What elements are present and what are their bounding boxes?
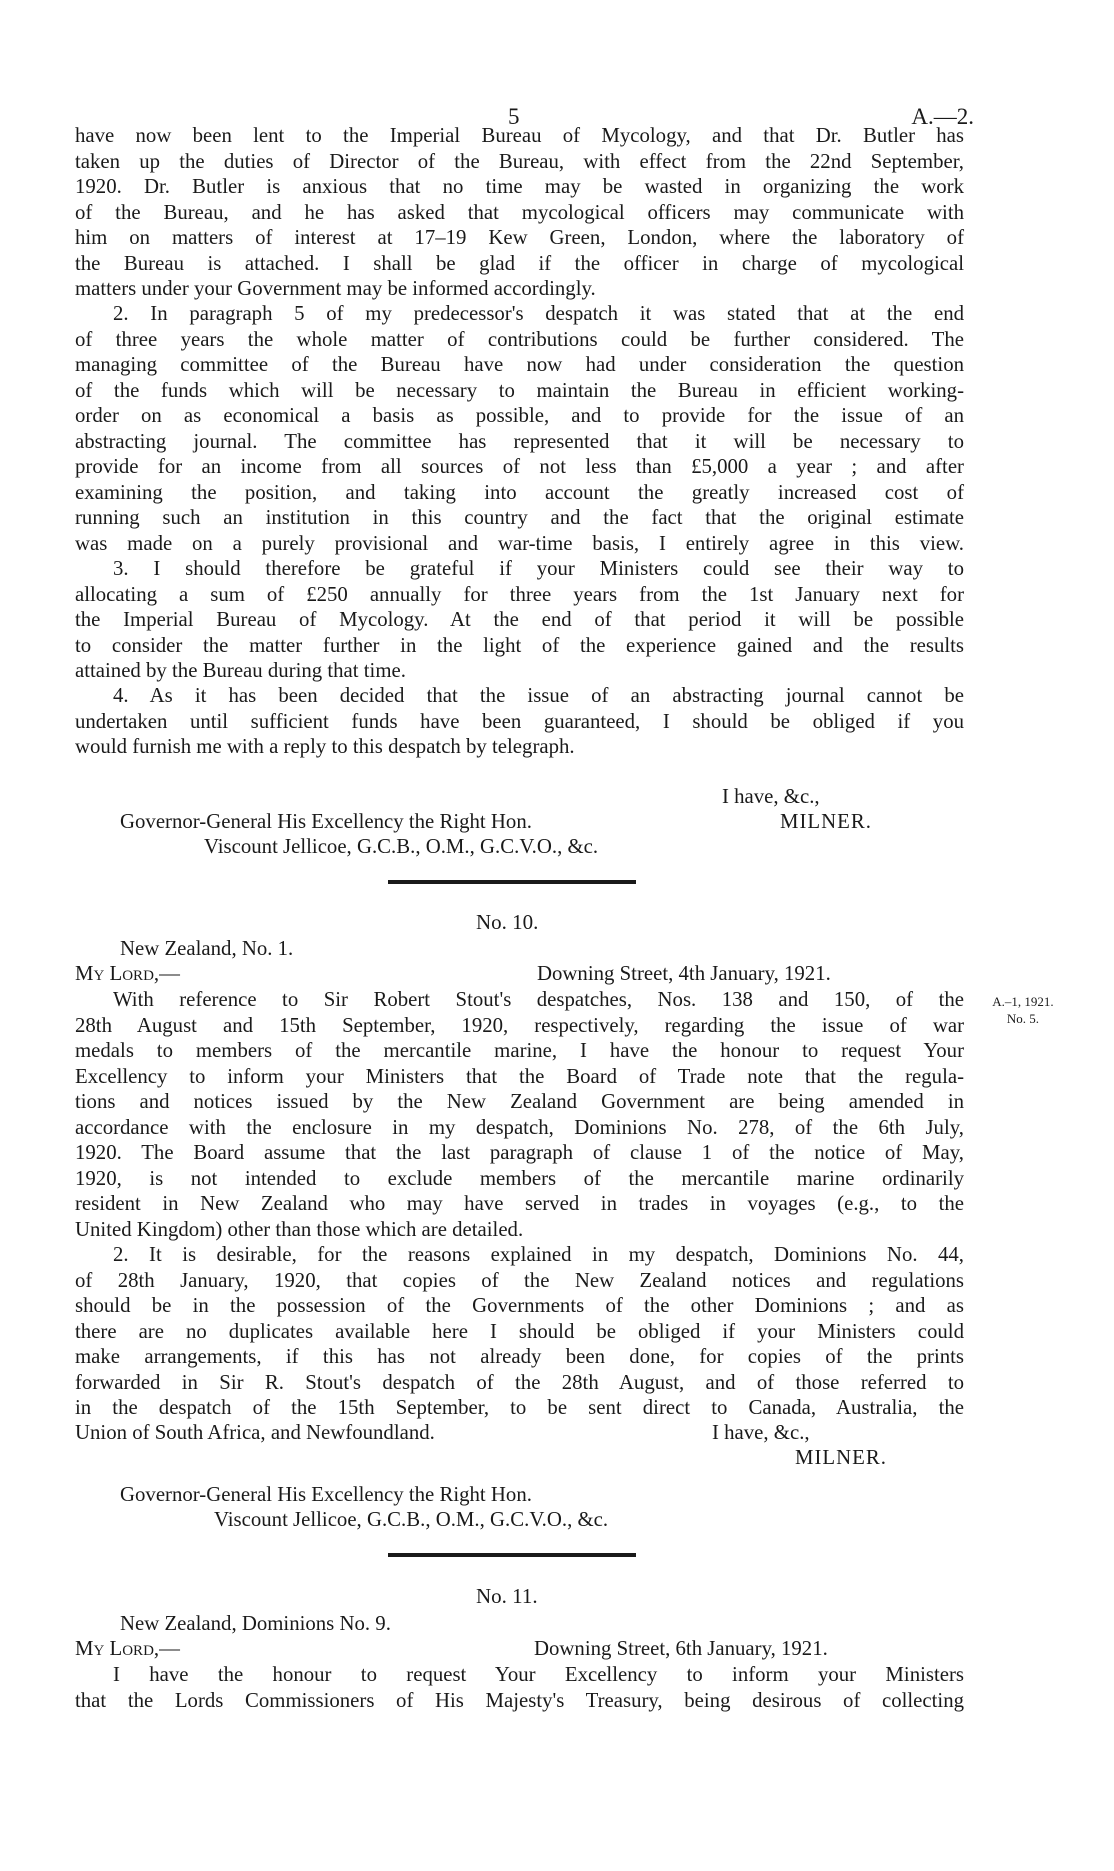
paragraph-4 bbox=[75, 683, 964, 760]
paragraph-2 bbox=[75, 301, 964, 556]
text-line: 1920, is not intended to exclude members of the mercantile marine ordinarily bbox=[75, 1166, 964, 1190]
margin-note bbox=[978, 993, 1068, 1027]
text-line: attained by the Bureau during that time. bbox=[75, 659, 406, 682]
text-line: provide for an income from all sources of not less than £5,000 a year ; and after bbox=[75, 455, 964, 478]
section-divider bbox=[388, 880, 636, 884]
text-line: undertaken until sufficient funds have been guaranteed, I should be obliged if you bbox=[75, 709, 964, 733]
place-date: Downing Street, 4th January, 1921. bbox=[537, 962, 831, 985]
page-number: 5 bbox=[508, 104, 520, 129]
salutation: My Lord,— bbox=[75, 962, 180, 985]
paragraph-no10-2 bbox=[75, 1242, 964, 1421]
despatch-subheading: New Zealand, Dominions No. 9. bbox=[120, 1612, 391, 1635]
text-line: accordance with the enclosure in my despatch, Dominions No. 278, of the 6th July, bbox=[75, 1115, 964, 1139]
text-line: 3. I should therefore be grateful if your Ministers could see their way to bbox=[113, 557, 964, 580]
addressee-line-2: Viscount Jellicoe, G.C.B., O.M., G.C.V.O., &c. bbox=[204, 835, 599, 858]
text-line: matters under your Government may be informed accordingly. bbox=[75, 277, 596, 300]
text-line: With reference to Sir Robert Stout's despatches, Nos. 138 and 150, of the bbox=[113, 988, 964, 1011]
section-divider bbox=[388, 1553, 636, 1557]
text-line: to consider the matter further in the light of the experience gained and the results bbox=[75, 633, 964, 657]
text-line: of the funds which will be necessary to maintain the Bureau in efficient working- bbox=[75, 378, 964, 402]
text-line: Excellency to inform your Ministers that the Board of Trade note that the regula- bbox=[75, 1064, 964, 1088]
text-line: tions and notices issued by the New Zealand Government are being amended in bbox=[75, 1090, 964, 1113]
document-reference: A.—2. bbox=[911, 104, 974, 129]
text-line: order on as economical a basis as possible, and to provide for the issue of an bbox=[75, 404, 964, 427]
signature: MILNER. bbox=[780, 810, 872, 833]
text-line: allocating a sum of £250 annually for three years from the 1st January next for bbox=[75, 582, 964, 606]
closing-i-have: I have, &c., bbox=[712, 1421, 810, 1444]
text-line: the Imperial Bureau of Mycology. At the end of that period it will be possible bbox=[75, 608, 964, 631]
text-line: there are no duplicates available here I should be obliged if your Ministers could bbox=[75, 1319, 964, 1343]
text-line: managing committee of the Bureau have now had under consideration the question bbox=[75, 353, 964, 376]
text-line: I have the honour to request Your Excellency to inform your Ministers bbox=[113, 1663, 964, 1686]
text-line: 2. In paragraph 5 of my predecessor's despatch it was stated that at the end bbox=[113, 302, 964, 325]
text-line: 4. As it has been decided that the issue of an abstracting journal cannot be bbox=[113, 684, 964, 707]
addressee-line-2: Viscount Jellicoe, G.C.B., O.M., G.C.V.O., &c. bbox=[214, 1508, 609, 1531]
signature: MILNER. bbox=[795, 1446, 887, 1469]
text-line: abstracting journal. The committee has represented that it will be necessary to bbox=[75, 429, 964, 453]
text-line: Union of South Africa, and Newfoundland. bbox=[75, 1421, 435, 1444]
paragraph-no11-1 bbox=[75, 1662, 964, 1713]
addressee-line-1: Governor-General His Excellency the Right Hon. bbox=[120, 1483, 532, 1506]
text-line: 1920. Dr. Butler is anxious that no time may be wasted in organizing the work bbox=[75, 175, 964, 198]
text-line: examining the position, and taking into account the greatly increased cost of bbox=[75, 480, 964, 504]
text-line: forwarded in Sir R. Stout's despatch of the 28th August, and of those referred to bbox=[75, 1370, 964, 1394]
text-line: running such an institution in this country and the fact that the original estimate bbox=[75, 506, 964, 529]
text-line: 28th August and 15th September, 1920, respectively, regarding the issue of war bbox=[75, 1013, 964, 1037]
text-line: 1920. The Board assume that the last paragraph of clause 1 of the notice of May, bbox=[75, 1141, 964, 1164]
paragraph-no10-1 bbox=[75, 987, 964, 1242]
text-line: taken up the duties of Director of the Bureau, with effect from the 22nd September, bbox=[75, 149, 964, 173]
text-line: the Bureau is attached. I shall be glad if the officer in charge of mycological bbox=[75, 251, 964, 275]
text-line: should be in the possession of the Governments of the other Dominions ; and as bbox=[75, 1294, 964, 1317]
text-line: resident in New Zealand who may have served in trades in voyages (e.g., to the bbox=[75, 1192, 964, 1215]
closing-i-have: I have, &c., bbox=[722, 785, 820, 808]
margin-note-ref: A.–1, 1921. bbox=[992, 994, 1054, 1009]
section-heading-no-10: No. 10. bbox=[476, 910, 539, 934]
paragraph-continuation bbox=[75, 123, 964, 302]
text-line: was made on a purely provisional and war-time basis, I entirely agree in this view. bbox=[75, 531, 964, 555]
text-line: have now been lent to the Imperial Bureau of Mycology, and that Dr. Butler has bbox=[75, 124, 964, 147]
text-line: 2. It is desirable, for the reasons explained in my despatch, Dominions No. 44, bbox=[113, 1243, 964, 1266]
place-date: Downing Street, 6th January, 1921. bbox=[534, 1637, 828, 1660]
text-line: United Kingdom) other than those which are detailed. bbox=[75, 1217, 524, 1241]
text-line: medals to members of the mercantile marine, I have the honour to request Your bbox=[75, 1039, 964, 1062]
section-heading-no-11: No. 11. bbox=[476, 1584, 538, 1608]
salutation: My Lord,— bbox=[75, 1637, 180, 1660]
text-line: would furnish me with a reply to this despatch by telegraph. bbox=[75, 735, 575, 758]
paragraph-3 bbox=[75, 556, 964, 684]
text-line: make arrangements, if this has not already been done, for copies of the prints bbox=[75, 1345, 964, 1368]
margin-note-number: No. 5. bbox=[1006, 1011, 1040, 1026]
despatch-subheading: New Zealand, No. 1. bbox=[120, 937, 294, 960]
text-line: that the Lords Commissioners of His Majesty's Treasury, being desirous of collecting bbox=[75, 1688, 964, 1712]
text-line: of the Bureau, and he has asked that mycological officers may communicate with bbox=[75, 200, 964, 224]
addressee-line-1: Governor-General His Excellency the Right Hon. bbox=[120, 810, 532, 833]
text-line: of three years the whole matter of contributions could be further considered. The bbox=[75, 327, 964, 351]
text-line: in the despatch of the 15th September, to be sent direct to Canada, Australia, the bbox=[75, 1396, 964, 1419]
text-line: him on matters of interest at 17–19 Kew Green, London, where the laboratory of bbox=[75, 226, 964, 249]
text-line: of 28th January, 1920, that copies of the New Zealand notices and regulations bbox=[75, 1268, 964, 1292]
